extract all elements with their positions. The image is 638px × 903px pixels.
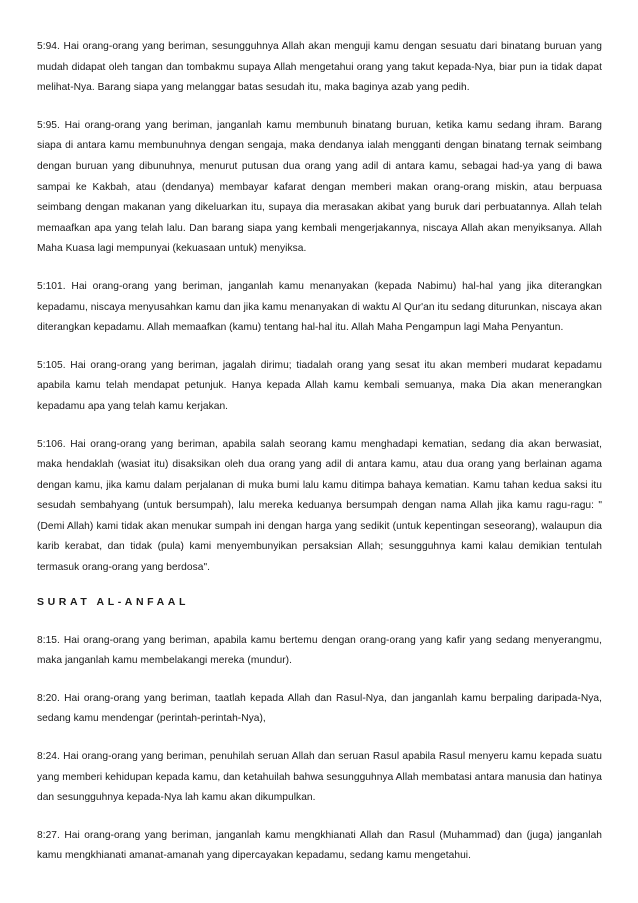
verse-5-94: 5:94. Hai orang-orang yang beriman, sesungguhnya Allah akan menguji kamu dengan sesuatu dari binatang buruan yang mudah didapat oleh tangan dan tombakmu supaya Allah mengetahui orang yang takut kepada-Nya, biar pun ia tidak dapat melihat-Nya. Barang siapa yang melanggar batas sesudah itu, maka baginya azab yang pedih. — [37, 41, 602, 94]
verse-5-105: 5:105. Hai orang-orang yang beriman, jagalah dirimu; tiadalah orang yang sesat itu akan memberi mudarat kepadamu apabila kamu telah mendapat petunjuk. Hanya kepada Allah kamu kembali semuanya, maka Dia akan menerangkan kepadamu apa yang telah kamu kerjakan. — [37, 359, 602, 412]
surah-heading: SURAT AL-ANFAAL — [37, 595, 189, 608]
document-page — [37, 37, 602, 884]
verse-5-95: 5:95. Hai orang-orang yang beriman, janganlah kamu membunuh binatang buruan, ketika kamu sedang ihram. Barang siapa di antara kamu membunuhnya dengan sengaja, maka dendanya ialah mengganti dengan binatang ternak seimbang dengan buruan yang dibunuhnya, menurut putusan dua orang yang adil di antara kamu, sebagai had-ya yang di bawa sampai ke Kakbah, atau (dendanya) membayar kafarat dengan memberi makan orang-orang miskin, atau berpuasa seimbang dengan makanan yang dikeluarkan itu, supaya dia merasakan akibat yang buruk dari perbuatannya. Allah telah memaafkan apa yang telah lalu. Dan barang siapa yang kembali mengerjakannya, niscaya Allah akan menyiksanya. Allah Maha Kuasa lagi mempunyai (kekuasaan untuk) menyiksa. — [37, 119, 602, 255]
verse-8-27: 8:27. Hai orang-orang yang beriman, janganlah kamu mengkhianati Allah dan Rasul (Muhammad) dan (juga) janganlah kamu mengkhianati amanat-amanah yang dipercayakan kepadamu, sedang kamu mengetahui. — [37, 829, 602, 862]
verse-8-20: 8:20. Hai orang-orang yang beriman, taatlah kepada Allah dan Rasul-Nya, dan janganlah kamu berpaling daripada-Nya, sedang kamu mendengar (perintah-perintah-Nya), — [37, 692, 602, 725]
verse-5-101: 5:101. Hai orang-orang yang beriman, janganlah kamu menanyakan (kepada Nabimu) hal-hal yang jika diterangkan kepadamu, niscaya menyusahkan kamu dan jika kamu menanyakan di waktu Al Qur'an itu sedang diturunkan, niscaya akan diterangkan kepadamu. Allah memaafkan (kamu) tentang hal-hal itu. Allah Maha Pengampun lagi Maha Penyantun. — [37, 280, 602, 334]
verse-8-24: 8:24. Hai orang-orang yang beriman, penuhilah seruan Allah dan seruan Rasul apabila Rasul menyeru kamu kepada suatu yang memberi kehidupan kepada kamu, dan ketahuilah bahwa sesungguhnya Allah membatasi antara manusia dan hatinya dan sesungguhnya kepada-Nya lah kamu akan dikumpulkan. — [37, 751, 602, 804]
verse-5-106: 5:106. Hai orang-orang yang beriman, apabila salah seorang kamu menghadapi kematian, sedang dia akan berwasiat, maka hendaklah (wasiat itu) disaksikan oleh dua orang yang adil di antara kamu, atau dua orang yang berlainan agama dengan kamu, jika kamu dalam perjalanan di muka bumi lalu kamu ditimpa bahaya kematian. Kamu tahan kedua saksi itu sesudah sembahyang (untuk bersumpah), lalu mereka keduanya bersumpah dengan nama Allah jika kamu ragu-ragu: "(Demi Allah) kami tidak akan menukar sumpah ini dengan harga yang sedikit (untuk kepentingan seseorang), walaupun dia karib kerabat, dan tidak (pula) kami menyembunyikan persaksian Allah; sesungguhnya kami kalau demikian tentulah termasuk orang-orang yang berdosa". — [37, 438, 602, 574]
verse-8-15: 8:15. Hai orang-orang yang beriman, apabila kamu bertemu dengan orang-orang yang kafir yang sedang menyerangmu, maka janganlah kamu membelakangi mereka (mundur). — [37, 634, 602, 667]
